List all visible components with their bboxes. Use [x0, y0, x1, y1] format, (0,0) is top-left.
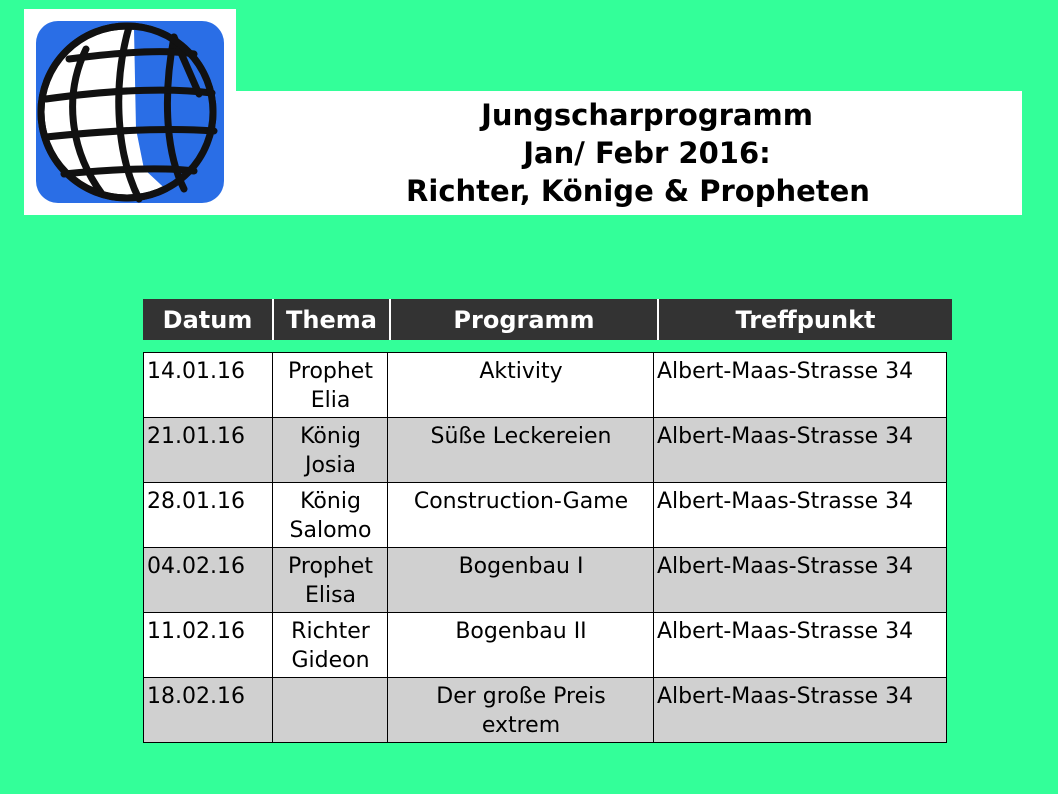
programm-line-2: extrem: [481, 713, 561, 738]
table-row: [144, 353, 947, 418]
thema-line-1: König: [300, 489, 361, 514]
cell-programm: [388, 613, 654, 678]
table-header: [143, 299, 952, 340]
title-line-1: Jungscharprogramm: [481, 98, 813, 132]
thema-line-2: Gideon: [291, 648, 370, 673]
cell-treffpunkt: Albert-Maas-Strasse 34: [654, 418, 947, 483]
title-banner: [236, 91, 1022, 215]
cell-thema: [273, 418, 388, 483]
cell-programm: [388, 353, 654, 418]
thema-line-2: Elisa: [304, 583, 357, 608]
thema-line-1: Richter: [291, 619, 370, 644]
programm-line-1: Construction-Game: [413, 489, 629, 514]
header-programm: Programm: [390, 299, 658, 340]
cell-thema: [273, 548, 388, 613]
cell-thema: [273, 483, 388, 548]
cell-datum: 18.02.16: [144, 678, 273, 743]
thema-line-1: König: [300, 424, 361, 449]
programm-line-1: Süße Leckereien: [430, 424, 612, 449]
thema-line-2: Elia: [310, 388, 351, 413]
globe-icon: [24, 9, 236, 215]
cell-treffpunkt: Albert-Maas-Strasse 34: [654, 548, 947, 613]
cell-thema: [273, 613, 388, 678]
header-datum: Datum: [143, 299, 273, 340]
cell-programm: [388, 548, 654, 613]
cell-thema: [273, 353, 388, 418]
programm-line-1: Aktivity: [479, 359, 563, 384]
cell-programm: [388, 418, 654, 483]
thema-line-2: Salomo: [289, 518, 372, 543]
cell-programm: [388, 678, 654, 743]
cell-treffpunkt: Albert-Maas-Strasse 34: [654, 678, 947, 743]
thema-line-2: Josia: [304, 453, 356, 478]
header-thema: Thema: [273, 299, 390, 340]
cell-thema: [273, 678, 388, 743]
schedule-table: [143, 352, 947, 743]
cell-treffpunkt: Albert-Maas-Strasse 34: [654, 483, 947, 548]
thema-line-1: Prophet: [288, 554, 373, 579]
table-row: [144, 548, 947, 613]
programm-line-1: Der große Preis: [436, 684, 606, 709]
cell-programm: [388, 483, 654, 548]
cell-datum: 11.02.16: [144, 613, 273, 678]
table-row: [144, 418, 947, 483]
table-row: [144, 483, 947, 548]
table-row: [144, 613, 947, 678]
thema-line-1: Prophet: [288, 359, 373, 384]
cell-datum: 04.02.16: [144, 548, 273, 613]
cell-datum: 14.01.16: [144, 353, 273, 418]
cell-datum: 28.01.16: [144, 483, 273, 548]
title-line-3: Richter, Könige & Propheten: [406, 174, 870, 208]
programm-line-1: Bogenbau II: [455, 619, 587, 644]
cell-datum: 21.01.16: [144, 418, 273, 483]
cell-treffpunkt: Albert-Maas-Strasse 34: [654, 353, 947, 418]
cell-treffpunkt: Albert-Maas-Strasse 34: [654, 613, 947, 678]
title-line-2: Jan/ Febr 2016:: [523, 136, 771, 170]
header-treffpunkt: Treffpunkt: [658, 299, 952, 340]
logo: [24, 9, 236, 215]
table-row: [144, 678, 947, 743]
programm-line-1: Bogenbau I: [458, 554, 584, 579]
